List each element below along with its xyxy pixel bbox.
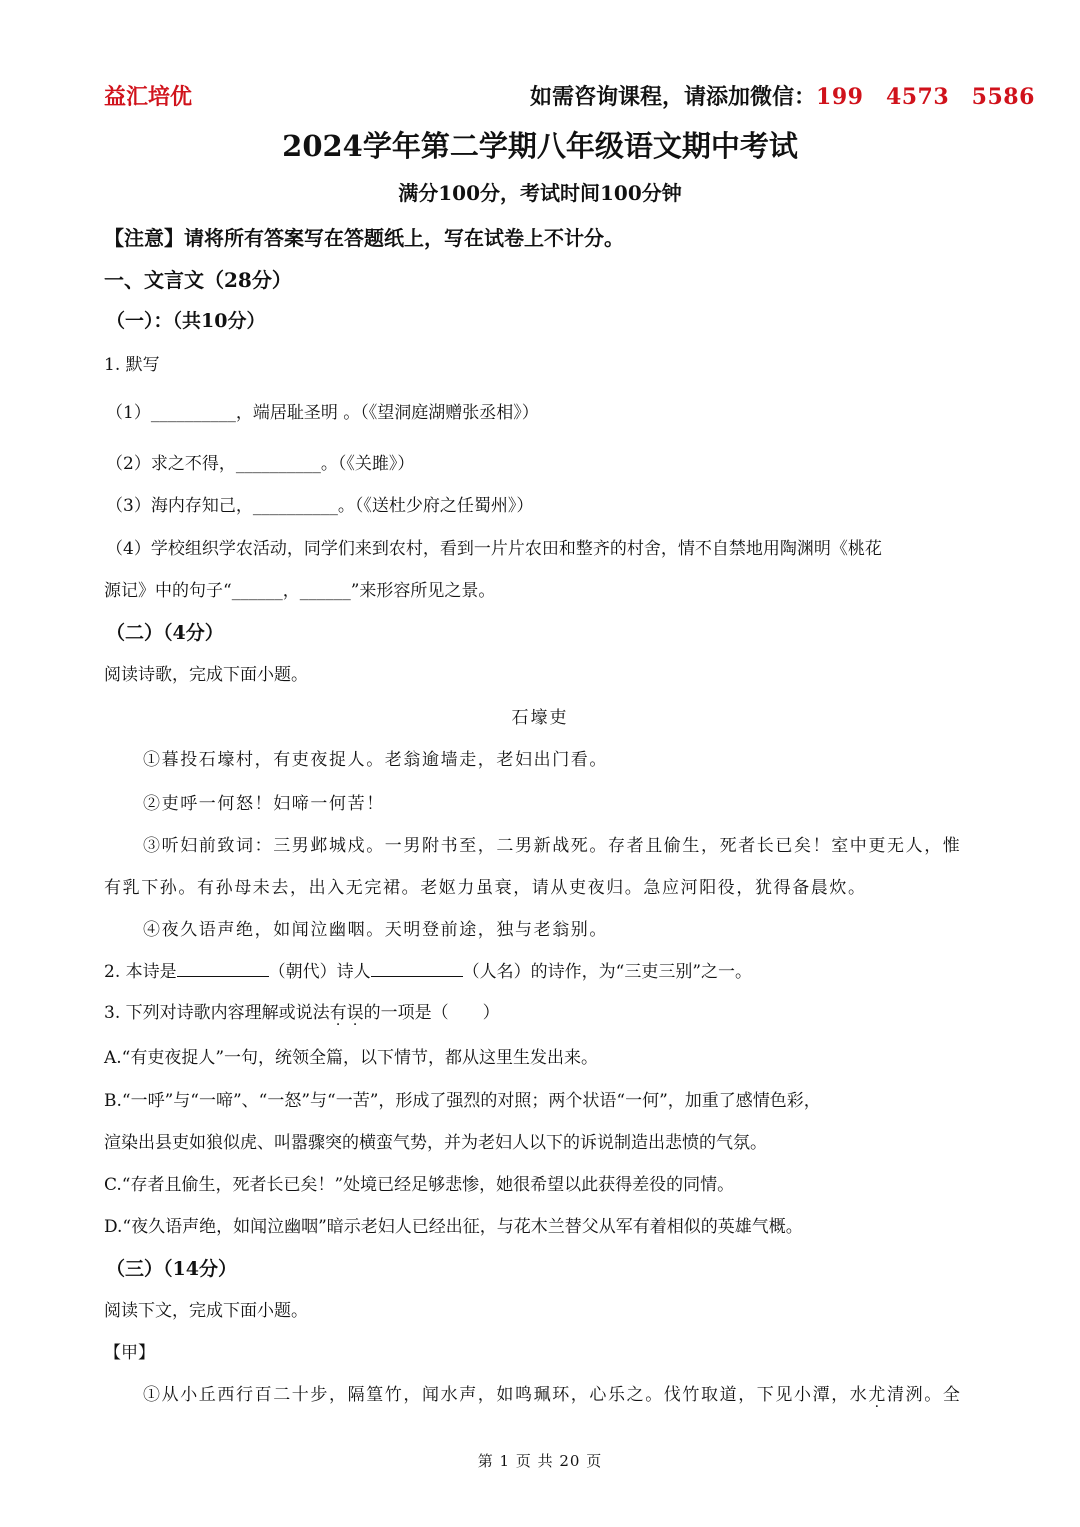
- jia-line-1: [143, 1380, 961, 1405]
- poem-line-2: ②吏呼一何怒！妇啼一何苦！: [143, 794, 385, 814]
- option-b-cont: 渲染出县吏如狼似虎、叫嚣骤突的横蛮气势，并为老妇人以下的诉说制造出悲愤的气氛。: [104, 1133, 767, 1153]
- jia-line-pre: ①从小丘西行百二十步，隔篁竹，闻水声，如鸣珮环，心乐之。伐竹取道，下见小潭，水: [143, 1385, 869, 1405]
- jia-line-post: 清洌。全: [887, 1385, 962, 1405]
- page-footer: 第 1 页 共 20 页: [477, 1452, 603, 1470]
- q2-blank-dynasty: [177, 958, 269, 977]
- notice-text: 【注意】请将所有答案写在答题纸上，写在试卷上不计分。: [104, 226, 624, 250]
- q2-blank-poet: [371, 958, 463, 977]
- q2-part-a: 2. 本诗是: [104, 962, 177, 982]
- q3-emphasis-1: 有: [329, 1003, 347, 1023]
- part2-heading: （二）（4分）: [106, 622, 224, 644]
- option-a: A.“有吏夜捉人”一句，统领全篇，以下情节，都从这里生发出来。: [104, 1048, 599, 1068]
- part1-heading: （一）：（共10分）: [106, 310, 266, 332]
- jia-label: 【甲】: [104, 1343, 155, 1363]
- part3-intro: 阅读下文，完成下面小题。: [104, 1301, 308, 1321]
- q2-part-b: （朝代）诗人: [268, 962, 371, 982]
- q1-label: 1. 默写: [104, 355, 160, 375]
- poem-line-4: ④夜久语声绝，如闻泣幽咽。天明登前途，独与老翁别。: [143, 920, 608, 940]
- q1-item-1: （1）__________，端居耻圣明 。（《望洞庭湖赠张丞相》）: [106, 403, 539, 423]
- q3-post: 的一项是（ ）: [363, 1003, 500, 1023]
- q1-item-4: （4）学校组织学农活动，同学们来到农村，看到一片片农田和整齐的村舍，情不自禁地用陶渊明《桃花: [106, 539, 882, 559]
- brand-name: 益汇培优: [104, 84, 193, 110]
- section-heading: 一、文言文（28分）: [104, 268, 292, 292]
- poem-line-1: ①暮投石壕村，有吏夜捉人。老翁逾墙走，老妇出门看。: [143, 750, 608, 770]
- option-c: C.“存者且偷生，死者长已矣！”处境已经足够悲惨，她很希望以此获得差役的同情。: [104, 1175, 735, 1195]
- option-b: B.“一呼”与“一啼”、“一怒”与“一苦”，形成了强烈的对照；两个状语“一何”，加重了感情色彩，: [104, 1091, 821, 1111]
- q2-part-c: （人名）的诗作，为“三吏三别”之一。: [462, 962, 753, 982]
- q1-item-4-cont: 源记》中的句子“______，______”来形容所见之景。: [104, 581, 496, 601]
- q3-emphasis-2: 误: [346, 1003, 364, 1023]
- jia-emphasis: 尤: [868, 1385, 888, 1405]
- poem-line-3-cont: 有乳下孙。有孙母未去，出入无完裙。老妪力虽衰，请从吏夜归。急应河阳役，犹得备晨炊。: [104, 878, 867, 898]
- q2-text: [104, 957, 752, 982]
- q3-pre: 3. 下列对诗歌内容理解或说法: [104, 1003, 330, 1023]
- option-d: D.“夜久语声绝，如闻泣幽咽”暗示老妇人已经出征，与花木兰替父从军有着相似的英雄气概。: [104, 1217, 803, 1237]
- part3-heading: （三）（14分）: [106, 1258, 237, 1280]
- contact-label: 如需咨询课程，请添加微信：: [530, 84, 817, 110]
- exam-subtitle: 满分100分，考试时间100分钟: [398, 181, 682, 205]
- q1-item-3: （3）海内存知己，__________。（《送杜少府之任蜀州》）: [106, 496, 534, 516]
- poem-line-3: ③听妇前致词：三男邺城戍。一男附书至，二男新战死。存者且偷生，死者长已矣！室中更无人，惟: [143, 836, 962, 856]
- q3-text: [104, 998, 500, 1023]
- wechat-number: 199 4573 5586: [816, 84, 1035, 110]
- q1-item-2: （2）求之不得，__________。（《关雎》）: [106, 454, 415, 474]
- page-title: 2024学年第二学期八年级语文期中考试: [282, 129, 798, 163]
- contact-info: [530, 80, 1035, 111]
- poem-title: 石壕吏: [511, 708, 569, 728]
- part2-intro: 阅读诗歌，完成下面小题。: [104, 665, 308, 685]
